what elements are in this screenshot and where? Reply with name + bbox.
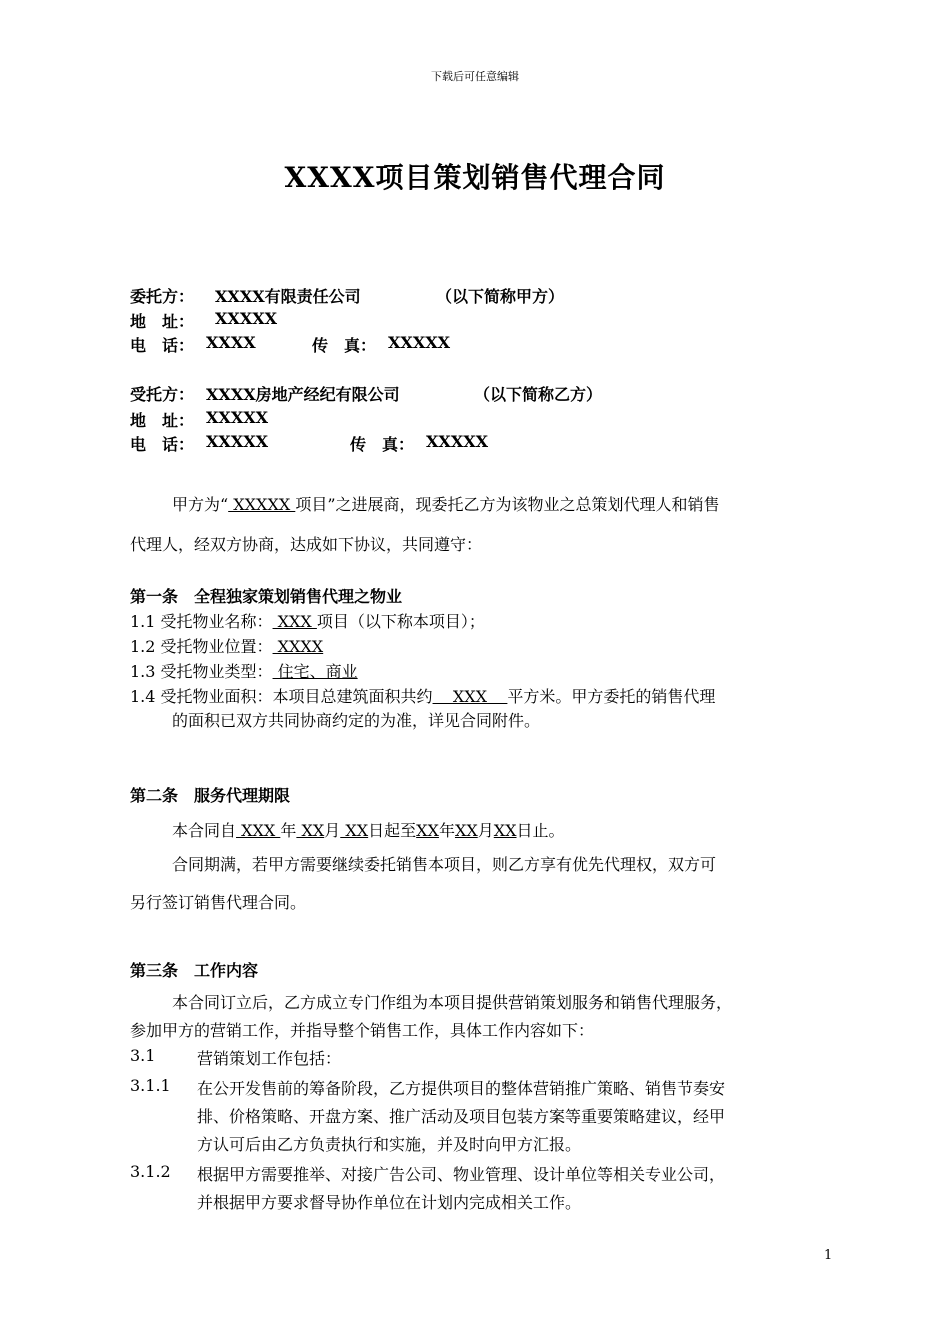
item-1-rest: 项目（以下称本项目）； [316, 612, 485, 631]
term-end-year: XX [416, 821, 439, 840]
term-text: 年 [280, 821, 297, 840]
document-title: XXXX项目策划销售代理合同 [284, 161, 666, 194]
party-b-address-label: 地 址： [130, 411, 195, 430]
party-a-phone: XXXX [206, 333, 256, 352]
article-2-para-2-line-1: 合同期满，若甲方需要继续委托销售本项目，则乙方享有优先代理权，双方可 [172, 855, 717, 874]
term-start-month: XX [296, 821, 325, 840]
party-a-address-label: 地 址： [130, 312, 195, 331]
article-2-term [172, 818, 565, 841]
clause-3-1-1-number: 3.1.1 [130, 1076, 171, 1095]
article-3-heading: 第三条 工作内容 [130, 961, 259, 980]
term-text: 日起至 [368, 821, 417, 840]
party-a-phone-label: 电 话： [130, 336, 195, 355]
page-number: 1 [824, 1248, 833, 1263]
intro-line-1 [172, 492, 720, 515]
clause-3-1-text: 营销策划工作包括： [197, 1049, 342, 1068]
party-a-fax-label: 传 真： [312, 336, 377, 355]
article-3-para-line-1: 本合同订立后，乙方成立专门作组为本项目提供营销策划服务和销售代理服务， [172, 993, 733, 1012]
clause-3-1-2-line-1: 根据甲方需要推举、对接广告公司、物业管理、设计单位等相关专业公司， [197, 1165, 726, 1184]
party-b-phone-label: 电 话： [130, 435, 195, 454]
party-a-alias: （以下简称甲方） [436, 287, 565, 306]
term-text: 日止。 [516, 821, 565, 840]
clause-3-1-1-line-3: 方认可后由乙方负责执行和实施，并及时向甲方汇报。 [197, 1135, 582, 1154]
item-4-rest: 平方米。甲方委托的销售代理 [507, 687, 716, 706]
item-1-label: 1.1 受托物业名称： [130, 612, 273, 631]
term-start-day: XX [340, 821, 369, 840]
item-1-value: XXX [272, 612, 317, 631]
party-b-fax: XXXXX [426, 432, 489, 451]
party-a-label: 委托方： [130, 287, 195, 306]
header-note: 下载后可任意编辑 [431, 70, 519, 83]
term-end-month: XX [454, 821, 478, 840]
clause-3-1-number: 3.1 [130, 1046, 156, 1065]
party-a-fax: XXXXX [388, 333, 451, 352]
article-1-item-1 [130, 609, 485, 632]
article-1-heading: 第一条 全程独家策划销售代理之物业 [130, 587, 403, 606]
intro-line-2: 代理人，经双方协商，达成如下协议，共同遵守： [130, 535, 483, 554]
article-2-heading: 第二条 服务代理期限 [130, 786, 291, 805]
article-1-item-4-cont: 的面积已双方共同协商约定的为准，详见合同附件。 [172, 711, 541, 730]
party-b-fax-label: 传 真： [350, 435, 415, 454]
clause-3-1-2-line-2: 并根据甲方要求督导协作单位在计划内完成相关工作。 [197, 1193, 582, 1212]
item-3-value: 住宅、商业 [272, 662, 358, 681]
intro-text-b: 项目”之进展商，现委托乙方为该物业之总策划代理人和销售 [295, 495, 720, 514]
article-1-item-2 [130, 634, 323, 657]
party-a-name: XXXX有限责任公司 [215, 287, 361, 306]
item-4-value: XXX [432, 687, 508, 706]
party-b-alias: （以下简称乙方） [474, 385, 603, 404]
item-3-label: 1.3 受托物业类型： [130, 662, 273, 681]
party-a-address: XXXXX [215, 309, 278, 328]
party-b-name: XXXX房地产经纪有限公司 [206, 385, 400, 404]
term-text: 月 [324, 821, 341, 840]
clause-3-1-1-line-2: 排、价格策略、开盘方案、推广活动及项目包装方案等重要策略建议，经甲 [197, 1107, 726, 1126]
clause-3-1-2-number: 3.1.2 [130, 1162, 171, 1181]
term-end-day: XX [493, 821, 517, 840]
intro-text-a: 甲方为“ [172, 495, 229, 514]
term-text: 年 [438, 821, 455, 840]
clause-3-1-1-line-1: 在公开发售前的筹备阶段，乙方提供项目的整体营销推广策略、销售节奏安 [197, 1079, 726, 1098]
article-1-item-4 [130, 684, 715, 707]
article-1-item-3 [130, 659, 358, 682]
term-text: 月 [477, 821, 494, 840]
item-4-label: 1.4 受托物业面积：本项目总建筑面积共约 [130, 687, 433, 706]
article-3-para-line-2: 参加甲方的营销工作，并指导整个销售工作，具体工作内容如下： [130, 1021, 595, 1040]
item-2-label: 1.2 受托物业位置： [130, 637, 273, 656]
party-b-label: 受托方： [130, 385, 195, 404]
party-b-address: XXXXX [206, 408, 269, 427]
term-start-year: XXX [236, 821, 281, 840]
term-text: 本合同自 [172, 821, 237, 840]
party-b-phone: XXXXX [206, 432, 269, 451]
article-2-para-2-line-2: 另行签订销售代理合同。 [130, 893, 307, 912]
item-2-value: XXXX [272, 637, 324, 656]
intro-project: XXXXX [228, 495, 296, 514]
